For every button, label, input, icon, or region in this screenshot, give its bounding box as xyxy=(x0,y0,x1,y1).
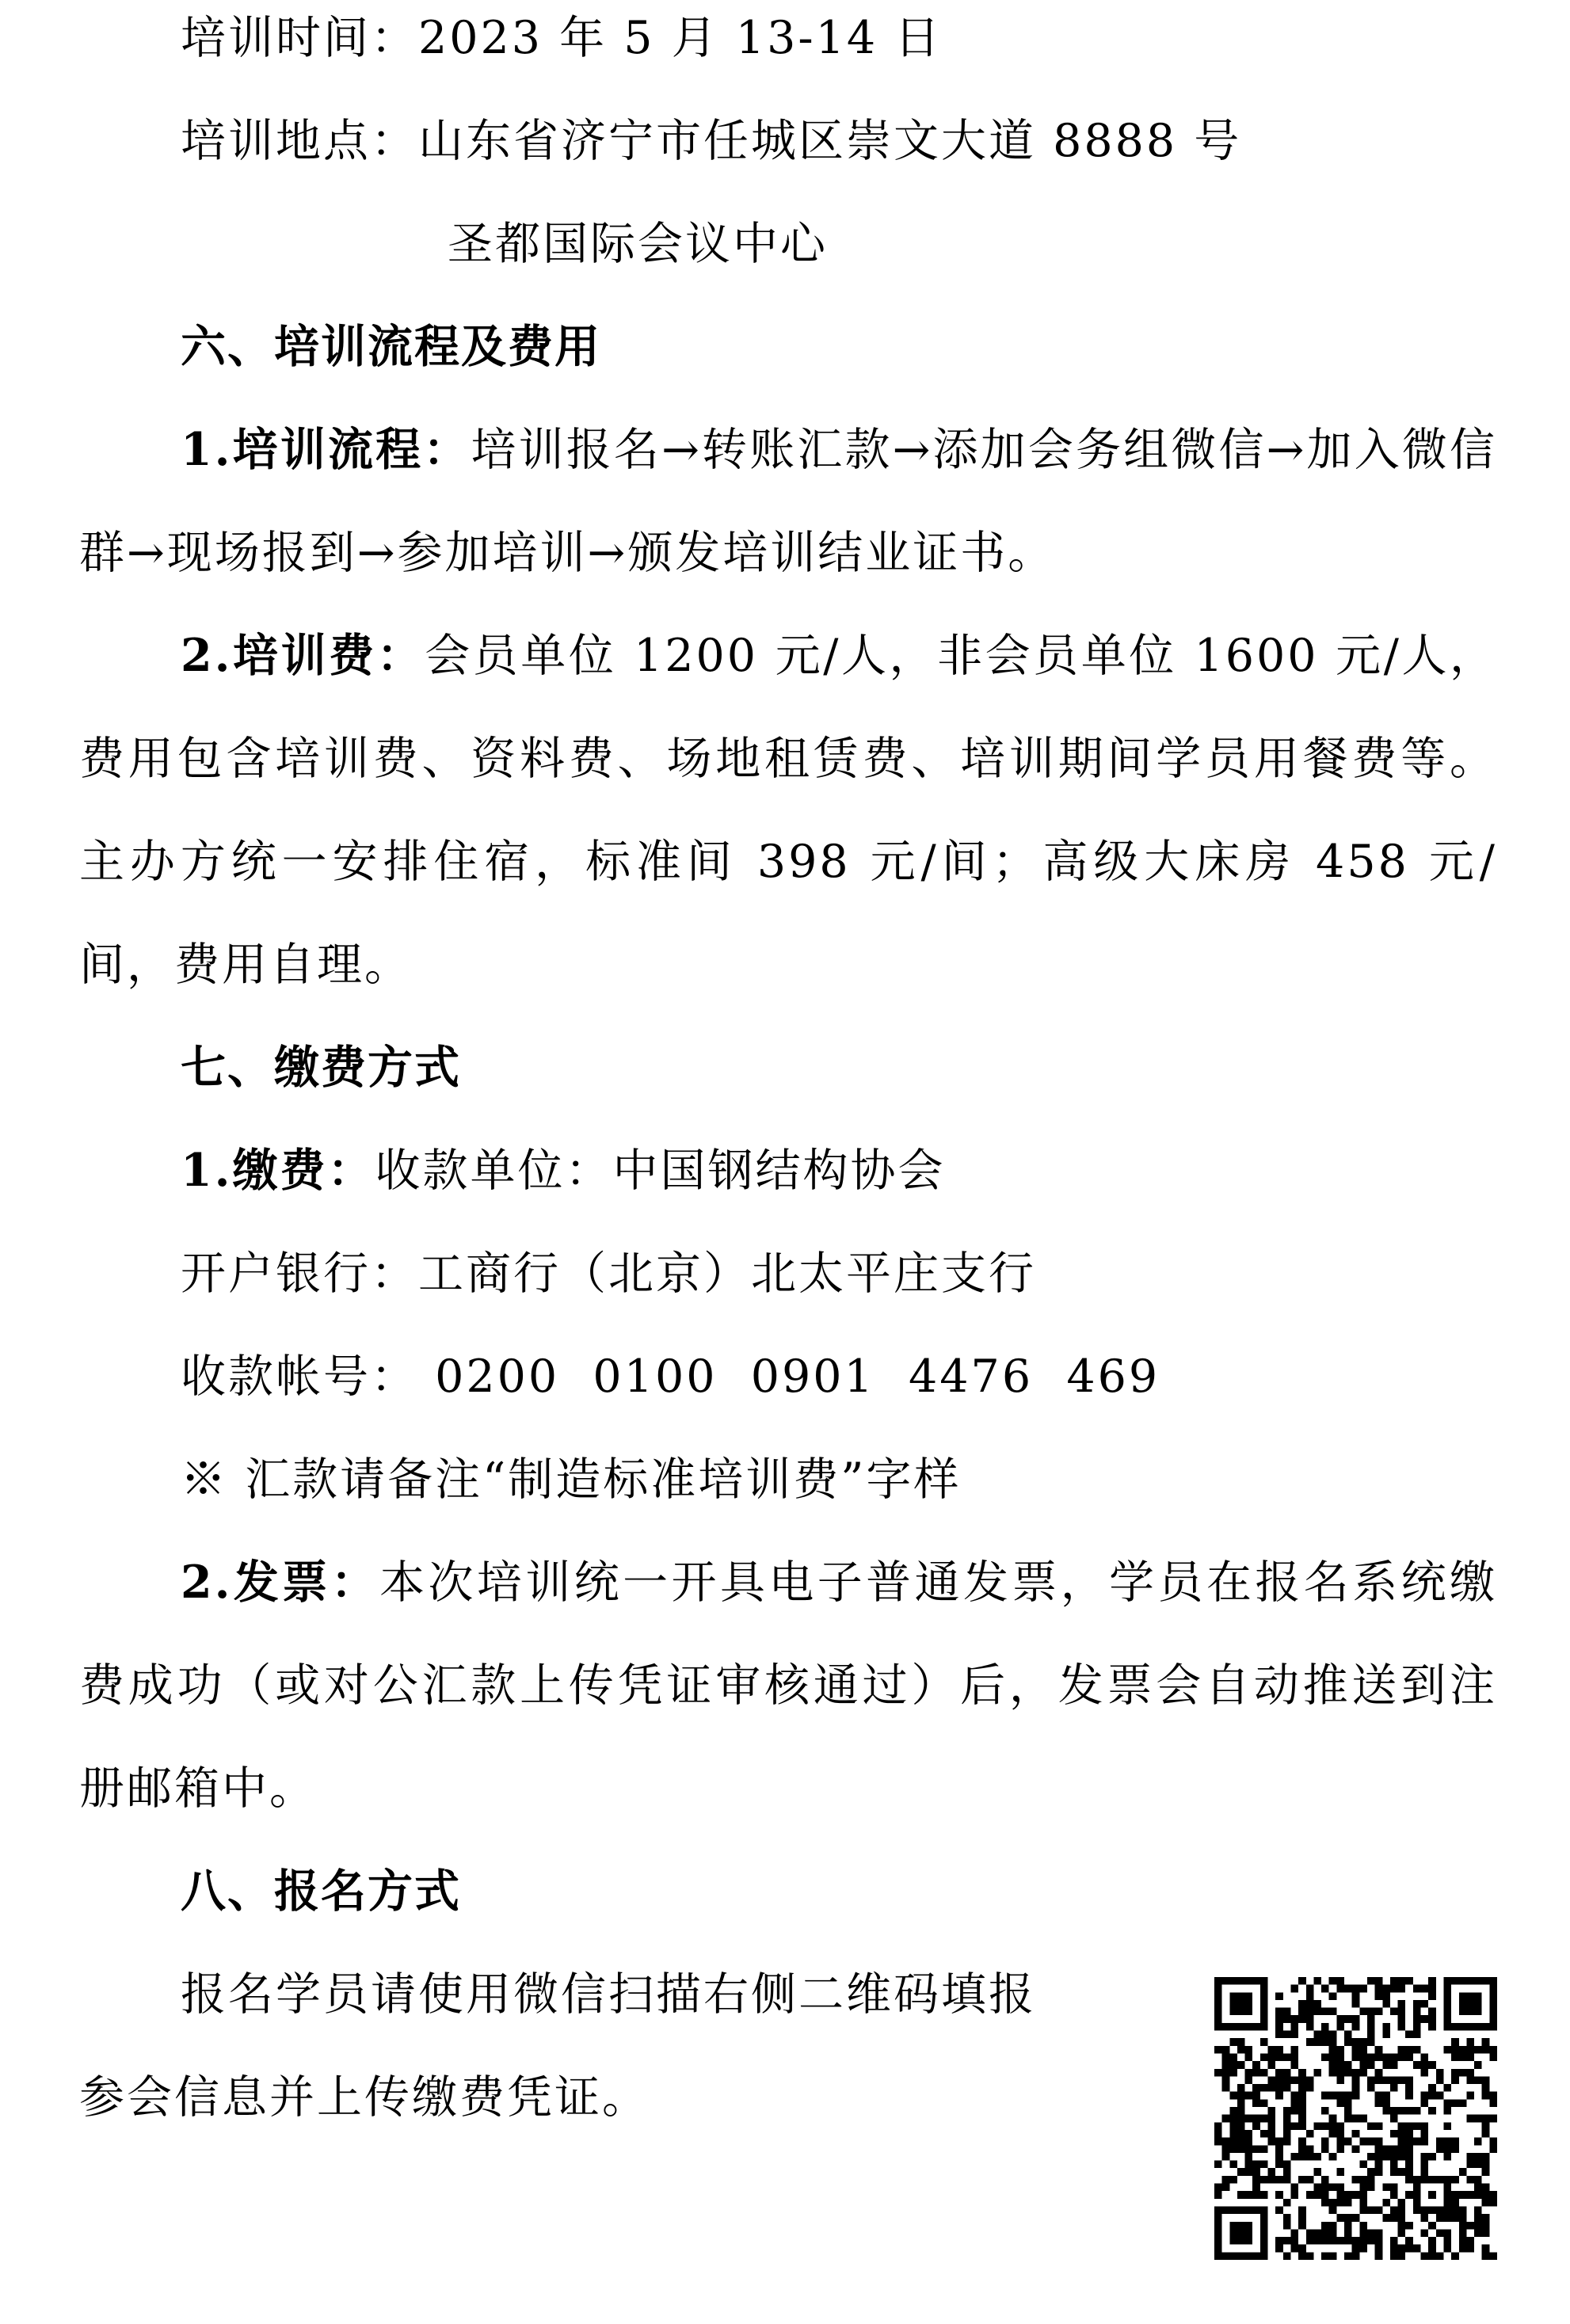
section7-item1-line xyxy=(181,1139,1497,1202)
section6-item2-label: 2.培训费： xyxy=(181,629,425,682)
qr-code-graphic xyxy=(1214,1977,1497,2260)
section7-item2-paragraph xyxy=(79,1531,1497,1840)
section8-text-line1: 报名学员请使用微信扫描右侧二维码填报 xyxy=(181,1968,1036,2021)
qr-code-icon[interactable] xyxy=(1214,1977,1497,2260)
account-label: 收款帐号： xyxy=(181,1351,418,1403)
section8-heading: 八、报名方式 xyxy=(181,1865,461,1918)
training-time-value: 2023 年 5 月 13-14 日 xyxy=(418,12,943,64)
training-time-line xyxy=(181,6,1497,70)
training-time-label: 培训时间： xyxy=(181,12,418,64)
section6-item1-label: 1.培训流程： xyxy=(181,423,471,476)
section6-item2-paragraph xyxy=(79,604,1497,1016)
section7-item2-label: 2.发票： xyxy=(181,1556,380,1609)
section6-item1-text: 培训报名→转账汇款→添加会务组微信→加入微信群→现场报到→参加培训→颁发培训结业证书。 xyxy=(79,424,1498,579)
account-value: 0200 0100 0901 4476 469 xyxy=(435,1351,1160,1403)
section7-item1-text: 收款单位：中国钢结构协会 xyxy=(375,1145,946,1197)
training-place-value-line2: 圣都国际会议中心 xyxy=(448,218,828,270)
remittance-remark: ※ 汇款请备注“制造标准培训费”字样 xyxy=(181,1453,962,1506)
training-place-label: 培训地点： xyxy=(181,115,418,167)
section6-item2-text: 会员单位 1200 元/人，非会员单位 1600 元/人，费用包含培训费、资料费、场地租赁费、培训期间学员用餐费等。主办方统一安排住宿，标准间 398 元/间；高级大床房 458 元/间，费用自理。 xyxy=(79,630,1497,991)
section7-item1-label: 1.缴费： xyxy=(181,1144,375,1197)
section6-item1-paragraph xyxy=(79,398,1497,604)
section6-heading: 六、培训流程及费用 xyxy=(181,320,601,373)
training-place-value-line1: 山东省济宁市任城区崇文大道 8888 号 xyxy=(418,115,1242,167)
training-place-line xyxy=(181,109,1497,173)
bank-line: 开户银行：工商行（北京）北太平庄支行 xyxy=(181,1248,1036,1300)
section7-item2-text: 本次培训统一开具电子普通发票，学员在报名系统缴费成功（或对公汇款上传凭证审核通过）后，发票会自动推送到注册邮箱中。 xyxy=(79,1556,1497,1815)
account-line xyxy=(181,1345,1497,1408)
section8-text-line2: 参会信息并上传缴费凭证。 xyxy=(79,2071,650,2124)
section7-heading: 七、缴费方式 xyxy=(181,1041,461,1094)
training-place-line2 xyxy=(448,212,1497,276)
